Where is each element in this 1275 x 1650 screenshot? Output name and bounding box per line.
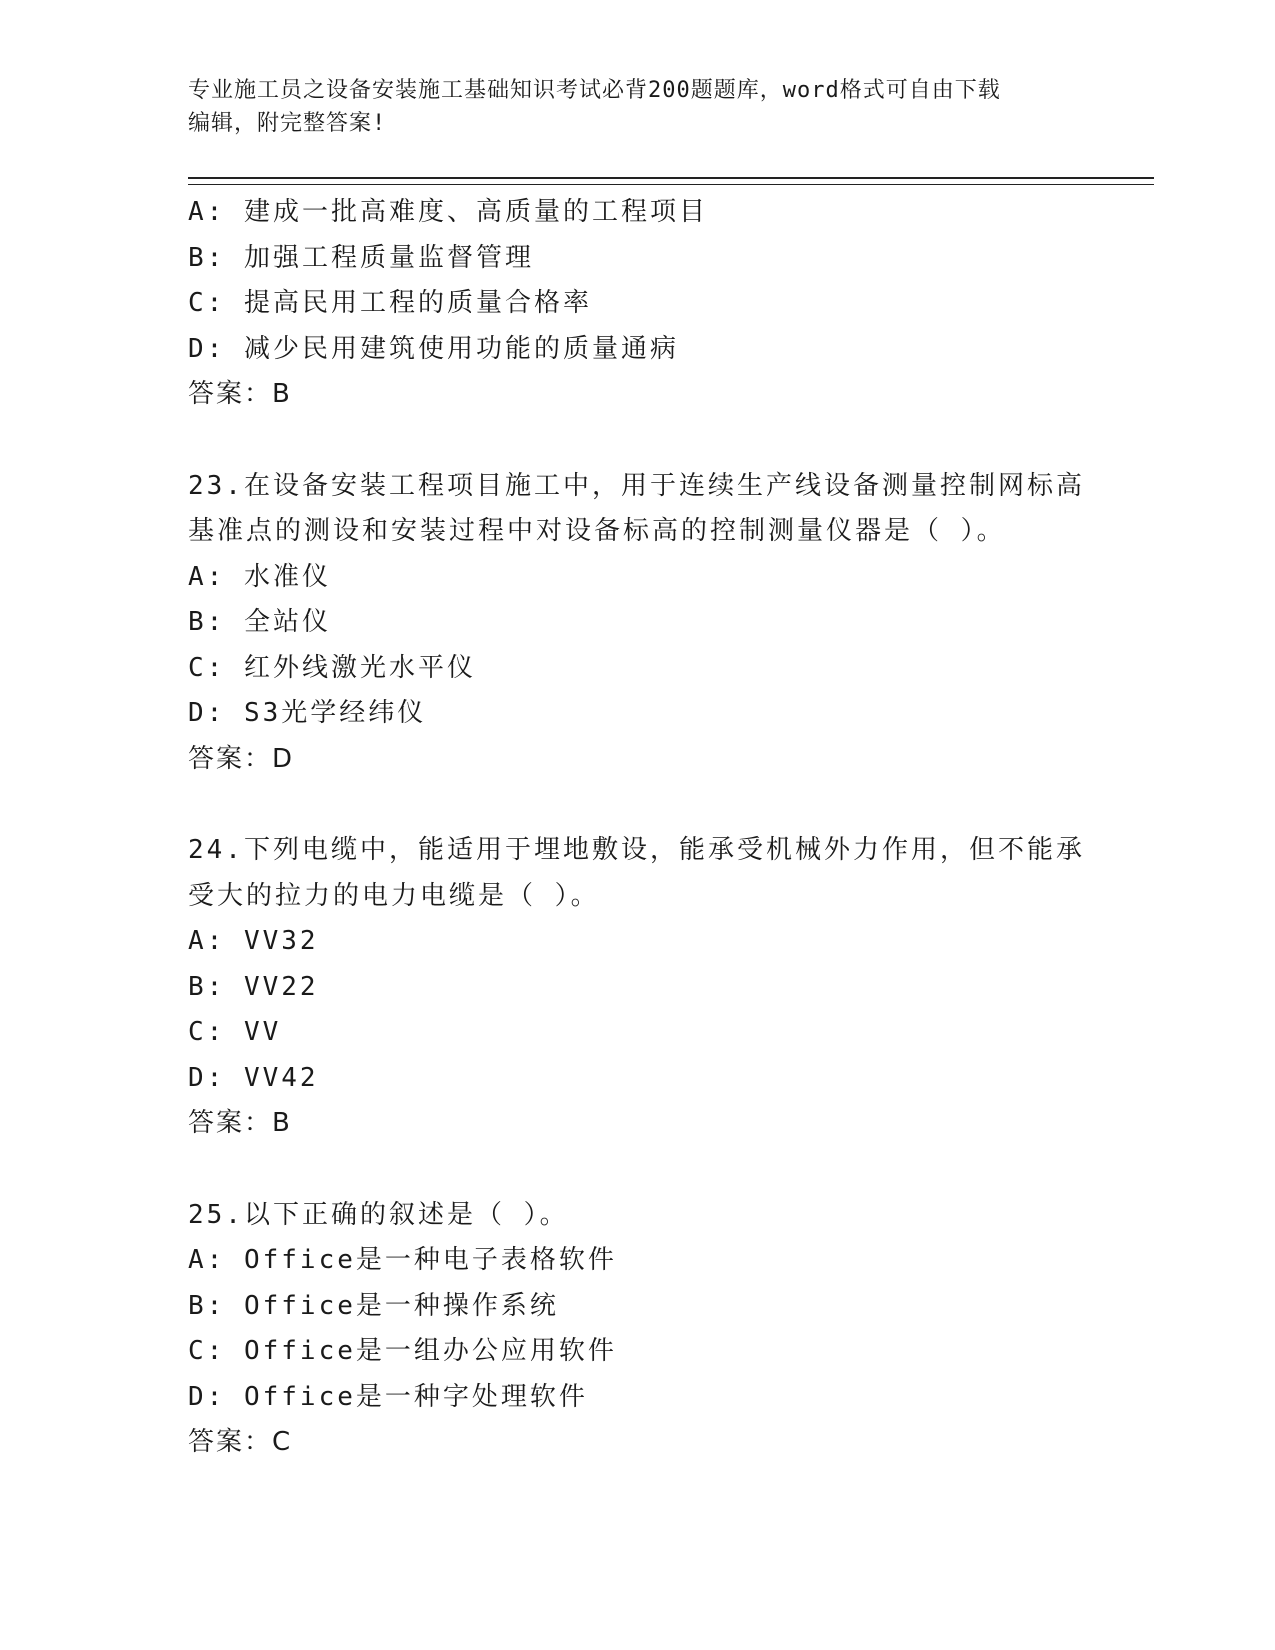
option-d: D: Office是一种字处理软件	[188, 1381, 588, 1412]
option-d: D: S3光学经纬仪	[188, 698, 427, 728]
answer: 答案：B	[188, 1108, 292, 1138]
option-c: C: 红外线激光水平仪	[188, 652, 476, 683]
option-a: A: Office是一种电子表格软件	[188, 1245, 617, 1275]
question-22	[188, 190, 1088, 418]
option-b: B: 全站仪	[188, 607, 331, 637]
option-c: C: VV	[188, 1017, 282, 1047]
question-stem-line-1: 23.在设备安装工程项目施工中，用于连续生产线设备测量控制网标高	[188, 470, 1085, 501]
option-d: D: 减少民用建筑使用功能的质量通病	[188, 333, 679, 364]
question-23	[188, 464, 1088, 783]
option-a: A: 建成一批高难度、高质量的工程项目	[188, 197, 708, 227]
header-divider-thin	[188, 184, 1154, 185]
question-list	[188, 190, 1088, 1466]
option-c: C: 提高民用工程的质量合格率	[188, 288, 592, 318]
document-header	[188, 74, 1088, 140]
spacer	[188, 782, 1088, 828]
header-title-line-1: 专业施工员之设备安装施工基础知识考试必背200题题库，word格式可自由下载	[188, 78, 1001, 103]
answer: 答案：B	[188, 379, 292, 409]
header-divider-thick	[188, 177, 1154, 179]
question-stem-line-1: 24.下列电缆中，能适用于埋地敷设，能承受机械外力作用，但不能承	[188, 835, 1085, 865]
option-b: B: Office是一种操作系统	[188, 1290, 559, 1321]
question-24	[188, 828, 1088, 1147]
question-stem-line-2: 受大的拉力的电力电缆是（ ）。	[188, 880, 600, 911]
question-25	[188, 1193, 1088, 1466]
option-c: C: Office是一组办公应用软件	[188, 1336, 617, 1366]
option-b: B: 加强工程质量监督管理	[188, 242, 534, 273]
option-a: A: 水准仪	[188, 561, 331, 592]
answer: 答案：C	[188, 1427, 293, 1457]
spacer	[188, 1147, 1088, 1193]
option-a: A: VV32	[188, 926, 319, 956]
option-b: B: VV22	[188, 971, 319, 1002]
question-stem-line-2: 基准点的测设和安装过程中对设备标高的控制测量仪器是（ ）。	[188, 516, 1006, 546]
answer: 答案：D	[188, 743, 295, 774]
option-d: D: VV42	[188, 1062, 319, 1093]
header-title-line-2: 编辑，附完整答案!	[188, 111, 387, 136]
question-stem-line-1: 25.以下正确的叙述是（ ）。	[188, 1199, 569, 1230]
spacer	[188, 418, 1088, 464]
